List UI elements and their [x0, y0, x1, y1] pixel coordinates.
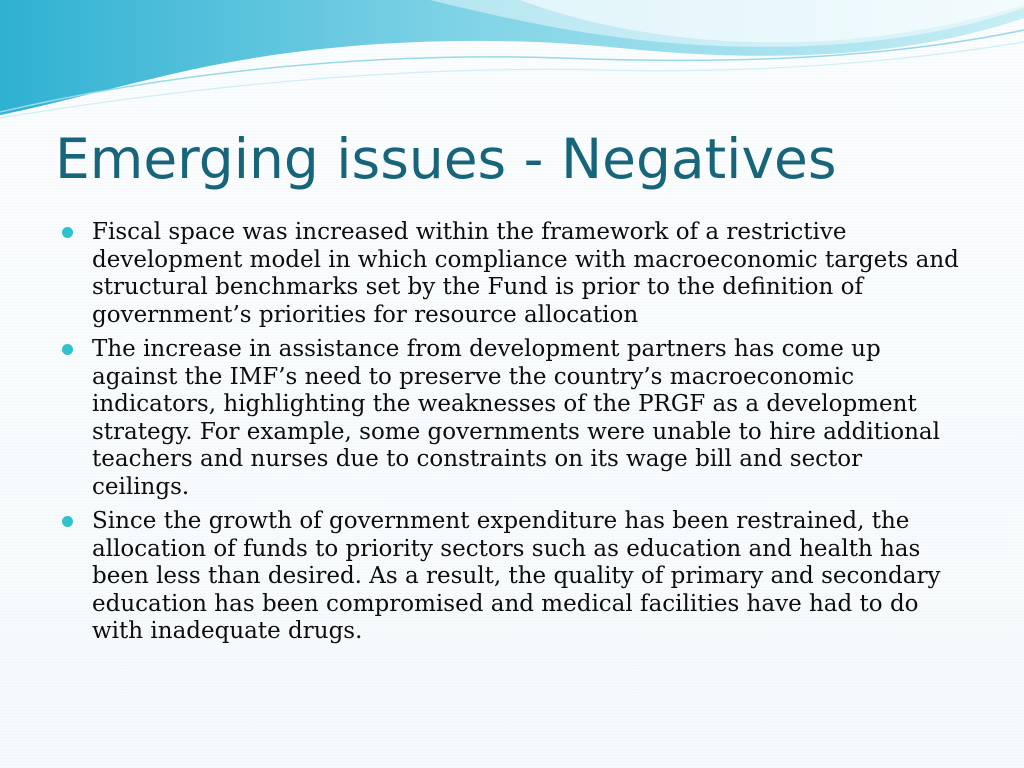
bullet-item-fiscal-space — [62, 219, 962, 329]
bullet-icon — [62, 344, 73, 355]
bullet-text: Fiscal space was increased within the framework of a restrictive development model in which compliance with macroeconomic targets and structural benchmarks set by the Fund is prior to the definition of government’s priorities for resource allocation — [92, 219, 959, 328]
wave-header-decoration — [0, 0, 1024, 120]
bullet-item-assistance — [62, 336, 962, 501]
slide-title: Emerging issues - Negatives — [55, 127, 837, 191]
bullet-text: Since the growth of government expenditure has been restrained, the allocation of funds to priority sectors such as education and health has been less than desired. As a result, the quality of primary and secondary education has been compromised and medical facilities have had to do with inadequate drugs. — [92, 508, 941, 644]
bullet-icon — [62, 227, 73, 238]
bullet-icon — [62, 516, 73, 527]
bullet-text: The increase in assistance from development partners has come up against the IMF’s need to preserve the country’s macroeconomic indicators, highlighting the weaknesses of the PRGF as a development strategy. For example, some governments were unable to hire additional teachers and nurses due to constraints on its wage bill and sector ceilings. — [92, 336, 941, 500]
bullet-item-expenditure — [62, 508, 962, 646]
bullet-list — [62, 219, 962, 653]
